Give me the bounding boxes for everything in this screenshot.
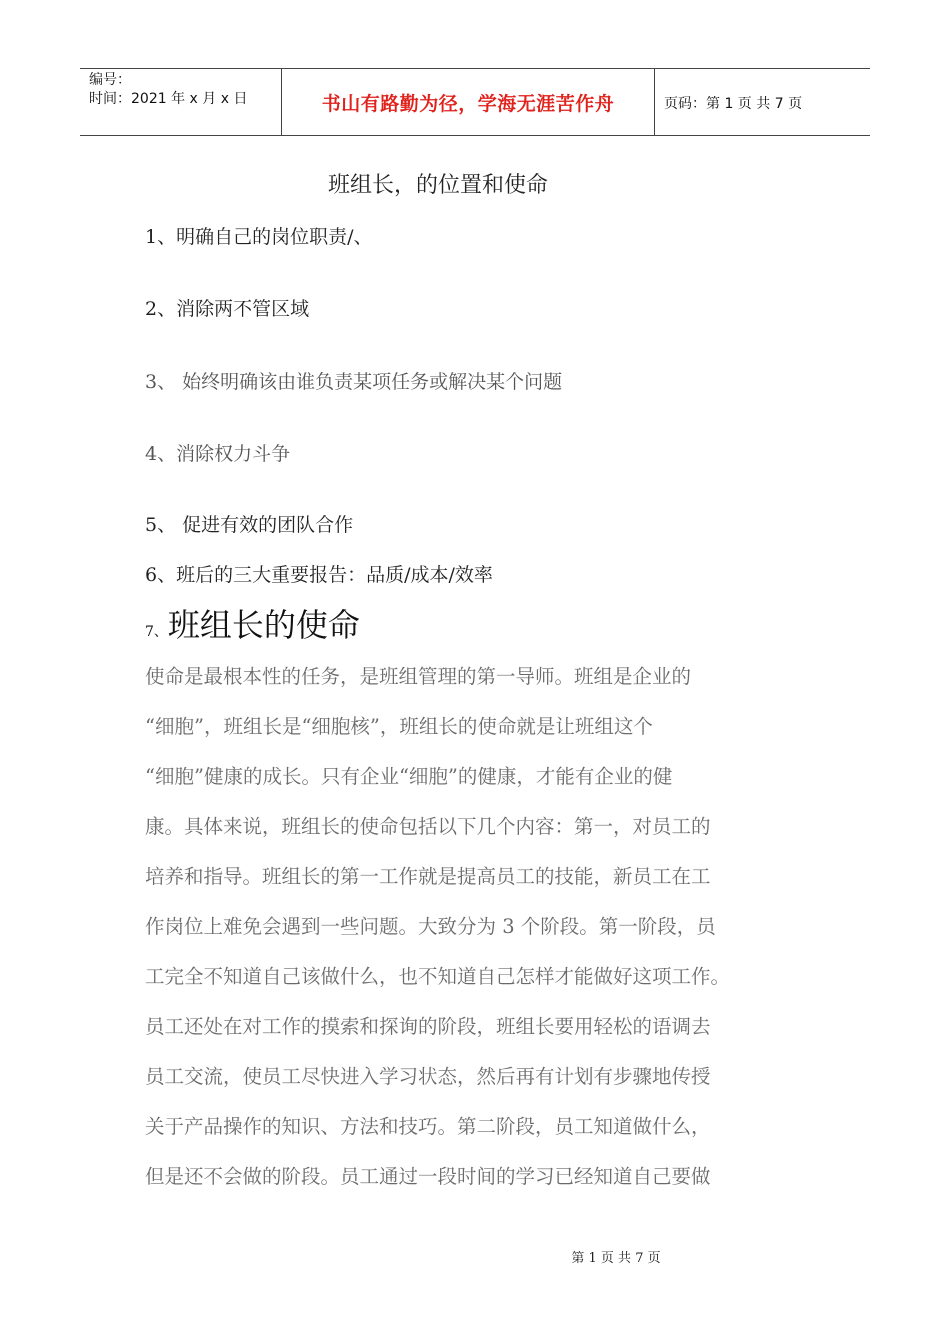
paragraph-line: 员工还处在对工作的摸索和探询的阶段，班组长要用轻松的语调去	[145, 1015, 711, 1038]
paragraph-line: “细胞”，班组长是“细胞核”，班组长的使命就是让班组这个	[145, 715, 653, 738]
paragraph-line: 工完全不知道自己该做什么，也不知道自己怎样才能做好这项工作。	[145, 965, 731, 988]
paragraph-line: 员工交流，使员工尽快进入学习状态，然后再有计划有步骤地传授	[145, 1065, 711, 1088]
section-number: 7、	[145, 624, 168, 640]
body-paragraph	[145, 652, 825, 1202]
header-table	[80, 68, 870, 136]
paragraph-line: 但是还不会做的阶段。员工通过一段时间的学习已经知道自己要做	[145, 1165, 711, 1188]
list-item: 5、 促进有效的团队合作	[145, 514, 354, 536]
serial-number-label: 编号：	[89, 72, 131, 88]
list-item: 1、明确自己的岗位职责/、	[145, 226, 373, 248]
header-motto: 书山有路勤为径，学海无涯苦作舟	[282, 69, 655, 135]
date-label: 时间：2021 年 x 月 x 日	[89, 91, 248, 107]
paragraph-line: “细胞”健康的成长。只有企业“细胞”的健康，才能有企业的健	[145, 765, 673, 788]
header-page-info: 页码：第 1 页 共 7 页	[664, 96, 803, 112]
paragraph-line: 康。具体来说，班组长的使命包括以下几个内容：第一，对员工的	[145, 815, 711, 838]
paragraph-line: 关于产品操作的知识、方法和技巧。第二阶段，员工知道做什么，	[145, 1115, 711, 1138]
list-item: 2、消除两不管区域	[145, 298, 310, 320]
section-heading	[145, 600, 360, 646]
document-title: 班组长，的位置和使命	[327, 173, 548, 198]
paragraph-line: 作岗位上难免会遇到一些问题。大致分为 3 个阶段。第一阶段，员	[145, 915, 716, 938]
section-title: 班组长的使命	[167, 606, 360, 644]
list-item: 6、班后的三大重要报告：品质/成本/效率	[145, 564, 493, 586]
page-footer: 第 1 页 共 7 页	[571, 1251, 661, 1266]
paragraph-line: 培养和指导。班组长的第一工作就是提高员工的技能，新员工在工	[145, 865, 711, 888]
header-meta-cell	[80, 69, 282, 135]
list-item: 4、消除权力斗争	[145, 443, 291, 465]
paragraph-line: 使命是最根本性的任务，是班组管理的第一导师。班组是企业的	[145, 665, 692, 688]
list-item: 3、 始终明确该由谁负责某项任务或解决某个问题	[145, 371, 563, 393]
